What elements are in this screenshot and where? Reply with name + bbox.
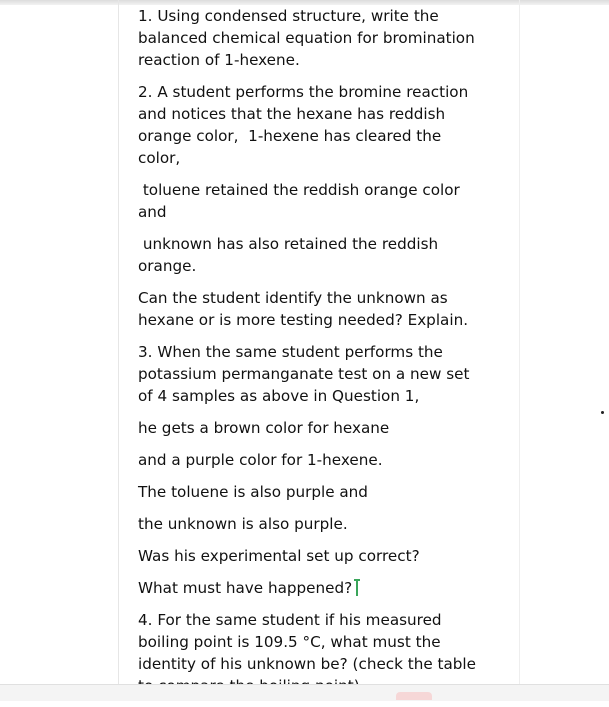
question-3-unknown: the unknown is also purple. xyxy=(138,515,348,533)
question-3-what-happened: What must have happened? xyxy=(138,579,353,597)
question-1: 1. Using condensed structure, write the balanced chemical equation for bromination reaction of 1-hexene. xyxy=(138,7,475,69)
question-2-prompt: Can the student identify the unknown as hexane or is more testing needed? Explain. xyxy=(138,289,469,329)
question-3-what-happened-line xyxy=(138,577,518,599)
question-3-intro: 3. When the same student performs the potassium permanganate test on a new set of 4 samples as above in Question 1, xyxy=(138,343,470,405)
question-2-unknown: unknown has also retained the reddish orange. xyxy=(138,235,439,275)
question-3-toluene: The toluene is also purple and xyxy=(138,483,368,501)
bottom-tab[interactable] xyxy=(396,692,432,700)
text-cursor-icon xyxy=(354,578,360,596)
right-margin-line xyxy=(519,0,520,700)
question-document xyxy=(138,5,518,707)
question-2-toluene: toluene retained the reddish orange color and xyxy=(138,181,460,221)
question-3-setup-question: Was his experimental set up correct? xyxy=(138,547,420,565)
left-margin-line xyxy=(118,0,119,700)
question-3-hexane: he gets a brown color for hexane xyxy=(138,419,390,437)
stray-dot xyxy=(601,411,604,414)
question-3-hexene: and a purple color for 1-hexene. xyxy=(138,451,383,469)
question-4: 4. For the same student if his measured boiling point is 109.5 °C, what must the identity of his unknown be? (check the table xyxy=(138,611,476,673)
question-2-intro: 2. A student performs the bromine reaction and notices that the hexane has reddish orange color, 1-hexene has cleared the color, xyxy=(138,83,469,167)
bottom-toolbar xyxy=(0,684,609,701)
